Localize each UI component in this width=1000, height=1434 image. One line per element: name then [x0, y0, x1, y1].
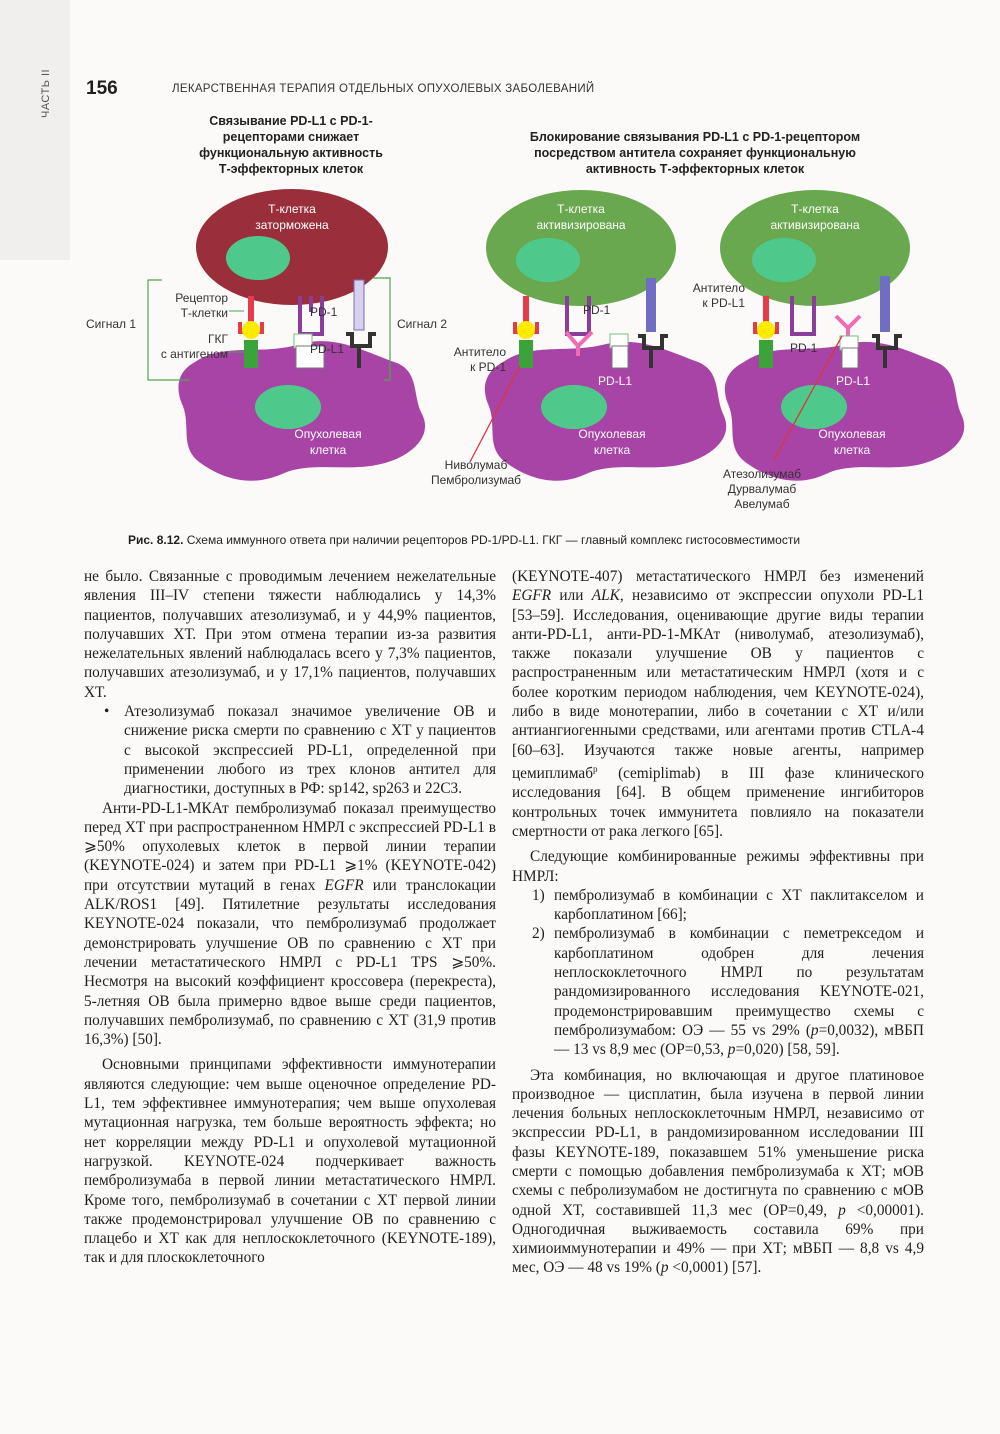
- bullet-text: Атезолизумаб показал значимое увеличение ОВ и снижение риска смерти по сравнению с ХТ у пациентов с высокой экспрессией PD-L1, определенной при применении любого из трех клонов антител для диагностики, доступных в РФ: sp142, sp263 и 22C3.: [124, 703, 496, 798]
- svg-text:активизирована: активизирована: [536, 218, 626, 232]
- bullet-icon: •: [104, 703, 110, 721]
- figure-caption: [128, 533, 928, 547]
- figure-label: Рис. 8.12.: [128, 533, 184, 547]
- svg-text:PD-L1: PD-L1: [836, 374, 871, 388]
- svg-text:с антигеном: с антигеном: [160, 347, 228, 361]
- svg-text:клетка: клетка: [593, 443, 631, 457]
- svg-text:к PD-L1: к PD-L1: [702, 296, 745, 310]
- svg-text:Т-клетка: Т-клетка: [557, 202, 605, 216]
- panel-anti-pdl1: [693, 190, 965, 511]
- svg-text:Т-клетки: Т-клетки: [180, 306, 228, 320]
- paragraph: Эта комбинация, но включающая и другое платиновое производное — цисплатин, была изучена в первой линии лечения больных неплоскоклеточным НМРЛ, независимо от экспрессии PD-L1, в рандомизированном исследовании III фазы KEYNOTE-189, показавшем 51% уменьшение риска смерти с помощью добавления пембролизумаба к ХТ; мОВ схемы с пебролизумабом не достигнута по сравнению с мОВ одной ХТ, составившей 11,3 мес (ОР=0,49, p <0,00001). Одногодичная выживаемость составила 69% при химиоиммунотерапии и 49% — при ХТ; мВБП — 8,8 vs 4,9 мес, ОЭ — 48 vs 19% (p <0,0001) [57].: [512, 1066, 924, 1277]
- paragraph: Анти-PD-L1-МКАт пембролизумаб показал преимущество перед ХТ при распространенном НМРЛ с экспрессией PD-L1 в ⩾50% опухолевых клеток в первой линии терапии (KEYNOTE-024) и затем при PD-L1 ⩾1% (KEYNOTE-042) при отсутствии мутаций в генах EGFR или транслокации ALK/ROS1 [49]. Пятилетние результаты исследования KEYNOTE-024 показали, что пембролизумаб продолжает демонстрировать улучшение ОВ по сравнению с ХТ при лечении метастатического НМРЛ с PD-L1 TPS ⩾50%. Несмотря на высокий коэффициент кроссовера (перекреста), 5-летняя ОВ была примерно вдвое выше среди пациентов, получавших пембролизумаб, по сравнению с ХТ (31,9 против 16,3%) [50].: [84, 799, 496, 1049]
- tumor-nucleus: [781, 385, 847, 429]
- anti-pdl1-antibody: [836, 316, 860, 336]
- svg-text:PD-1: PD-1: [790, 341, 818, 355]
- running-title: ЛЕКАРСТВЕННАЯ ТЕРАПИЯ ОТДЕЛЬНЫХ ОПУХОЛЕВЫХ ЗАБОЛЕВАНИЙ: [172, 83, 595, 95]
- svg-text:Т-клетка: Т-клетка: [791, 202, 839, 216]
- svg-text:Опухолевая: Опухолевая: [818, 427, 886, 441]
- paragraph: Следующие комбинированные режимы эффективны при НМРЛ:: [512, 848, 924, 885]
- svg-text:PD-1: PD-1: [310, 305, 338, 319]
- figure-title-left: [199, 114, 383, 176]
- t-cell-nucleus: [516, 238, 580, 282]
- pdl1-stem: [842, 348, 858, 368]
- paragraph: не было. Связанные с проводимым лечением нежелательные явления III–IV степени тяжести наблюдались у 14,3% пациентов, получавших атезолизумаб, и у 44,9% пациентов, получавших ХТ. При этом отмена терапии из-за развития нежелательных явлений наблюдалась всего у 7,3% пациентов, получавших атезолизумаб, и у 17,1% пациентов, получавших ХТ.: [84, 568, 496, 701]
- signal-2-rod: [880, 276, 890, 332]
- figure-diagram: [0, 100, 1000, 520]
- svg-text:клетка: клетка: [833, 443, 871, 457]
- mhc: [519, 340, 533, 368]
- svg-text:Дурвалумаб: Дурвалумаб: [727, 482, 797, 496]
- antigen: [517, 321, 535, 339]
- figure-title-right: [530, 130, 860, 176]
- svg-text:клетка: клетка: [309, 443, 347, 457]
- paragraph: Основными принципами эффективности иммунотерапии являются следующие: чем выше оценочное определение PD-L1, тем эффективнее иммунотерапия; чем выше опухолевая мутационная нагрузка, тем больше вероятность эффекта; но нет корреляции между PD-L1 и опухолевой мутационной нагрузкой. KEYNOTE-024 подчеркивает важность пембролизумаба в первой линии метастатического НМРЛ. Кроме того, пембролизумаб в сочетании с ХТ первой линии также продемонстрировал улучшение ОВ по сравнению с плацебо и ХТ как для неплоскоклеточного (KEYNOTE-189), так и для плоскоклеточного: [84, 1056, 496, 1267]
- right-column: [512, 567, 924, 1278]
- svg-text:заторможена: заторможена: [255, 218, 329, 232]
- panel-inhibited: [86, 189, 447, 481]
- svg-text:Т-эффекторных клеток: Т-эффекторных клеток: [218, 162, 364, 176]
- svg-text:активность Т-эффекторных клето: активность Т-эффекторных клеток: [585, 162, 805, 176]
- svg-text:Ниволумаб: Ниволумаб: [444, 458, 508, 472]
- panel-anti-pd1: [431, 190, 726, 487]
- svg-text:Сигнал 1: Сигнал 1: [86, 317, 137, 331]
- svg-text:Авелумаб: Авелумаб: [734, 497, 790, 511]
- svg-text:ГКГ: ГКГ: [208, 332, 228, 346]
- pdl1-stem: [612, 346, 628, 368]
- signal-2-rod: [354, 280, 364, 330]
- t-cell-nucleus: [226, 236, 290, 280]
- svg-text:Пембролизумаб: Пембролизумаб: [430, 473, 522, 487]
- antigen: [757, 321, 775, 339]
- svg-text:PD-1: PD-1: [583, 303, 611, 317]
- svg-text:Блокирование связывания PD-L1: Блокирование связывания PD-L1 с PD-1-рецептором: [529, 130, 861, 144]
- svg-text:Атезолизумаб: Атезолизумаб: [722, 467, 802, 481]
- signal-2-rod: [646, 278, 656, 332]
- svg-text:Опухолевая: Опухолевая: [578, 427, 646, 441]
- svg-text:активизирована: активизирована: [770, 218, 860, 232]
- mhc: [759, 340, 773, 368]
- mhc: [244, 340, 258, 368]
- paragraph: (KEYNOTE-407) метастатического НМРЛ без изменений EGFR или ALK, независимо от экспрессии опухоли PD-L1 [53–59]. Исследования, оценивающие другие виды терапии анти-PD-L1, анти-PD-1-МКАт (ниволумаб, атезолизумаб), также показали улучшение ОВ у пациентов с распространенным или метастатическим НМРЛ (хотя и с более коротким периодом наблюдения, чем KEYNOTE-024), либо в виде монотерапии, либо в сочетании с ХТ и/или антиангиогенными средствами, или агентами против CTLA-4 [60–63]. Изучаются также новые агенты, например цемиплимаб$^р$ (cemiplimab) в III фазе клинического исследования [64]. В общем применение ингибиторов контрольных точек иммунитета повлияло на показатели смертности от рака легкого [65].: [512, 568, 925, 840]
- svg-text:к PD-1: к PD-1: [470, 360, 506, 374]
- svg-text:PD-L1: PD-L1: [310, 342, 345, 356]
- svg-text:Сигнал 2: Сигнал 2: [397, 317, 448, 331]
- svg-text:посредством антитела сохраняет: посредством антитела сохраняет функциональную: [534, 146, 856, 160]
- svg-text:Рецептор: Рецептор: [175, 291, 228, 305]
- t-cell-nucleus: [752, 238, 816, 282]
- page-number: 156: [86, 78, 118, 99]
- svg-text:функциональную активность: функциональную активность: [199, 146, 383, 160]
- antigen: [242, 321, 260, 339]
- left-column: [84, 567, 496, 1268]
- svg-text:рецепторами снижает: рецепторами снижает: [222, 130, 360, 144]
- svg-text:Опухолевая: Опухолевая: [294, 427, 362, 441]
- svg-text:PD-L1: PD-L1: [598, 374, 633, 388]
- svg-text:Антитело: Антитело: [692, 281, 745, 295]
- list-item: 1) пембролизумаб в комбинации с ХТ паклитакселом и карбоплатином [66];: [532, 886, 924, 924]
- svg-text:Связывание PD-L1 с PD-1-: Связывание PD-L1 с PD-1-: [209, 114, 373, 128]
- svg-text:Антитело: Антитело: [453, 345, 506, 359]
- svg-text:Т-клетка: Т-клетка: [268, 202, 316, 216]
- caption-text: Схема иммунного ответа при наличии рецепторов PD-1/PD-L1. ГКГ — главный комплекс гистосовместимости: [183, 533, 801, 547]
- part-tab: ЧАСТЬ II: [40, 68, 52, 118]
- list-item: 2) пембролизумаб в комбинации с пеметрекседом и карбоплатином одобрен для лечения неплоскоклеточного НМРЛ по результатам рандомизированного исследования KEYNOTE-021, продемонстрировавшим преимущество схемы с пембролизумабом: ОЭ — 55 vs 29% (p=0,0032), мВБП — 13 vs 8,9 мес (ОР=0,53, p=0,020) [58, 59].: [532, 925, 924, 1059]
- tumor-nucleus: [255, 385, 321, 429]
- tumor-nucleus: [541, 385, 607, 429]
- bullet-item: [84, 702, 496, 798]
